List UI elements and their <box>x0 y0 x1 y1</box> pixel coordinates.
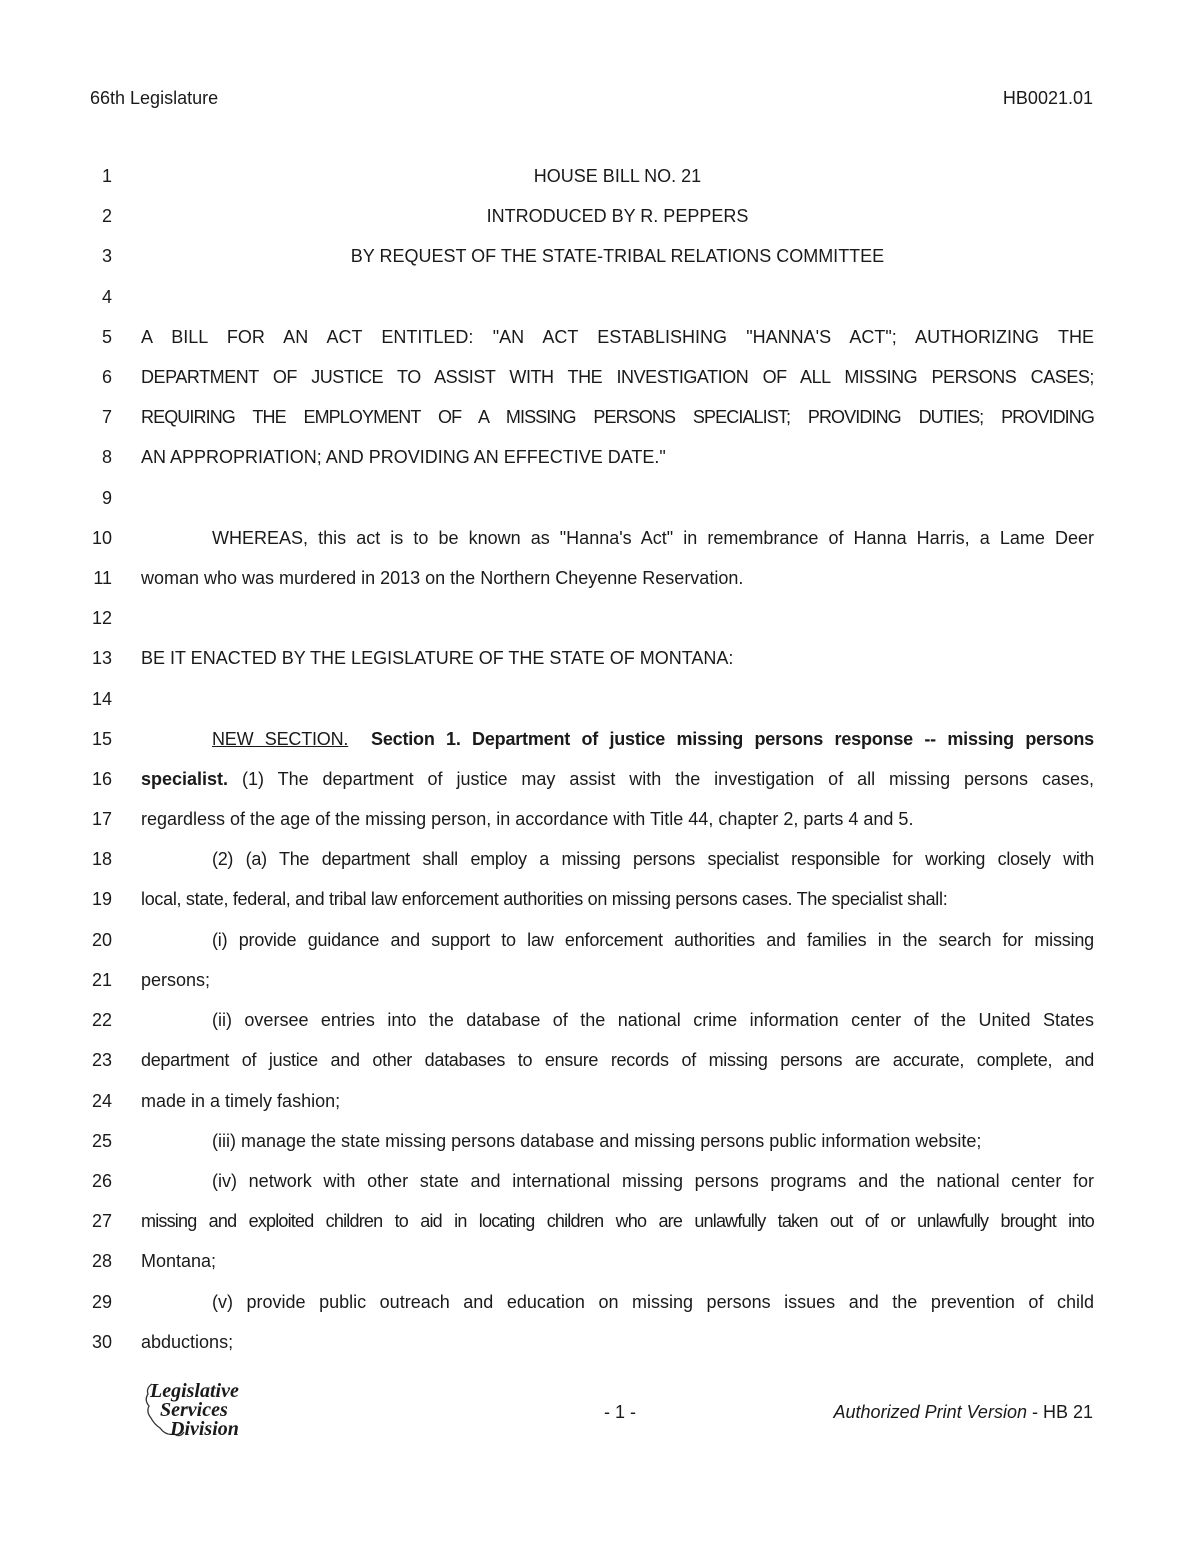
line-text: Montana; <box>141 1251 217 1271</box>
line-number: 25 <box>91 1131 112 1151</box>
line-text: abductions; <box>141 1332 234 1352</box>
print-version <box>834 1402 1093 1423</box>
line <box>0 1131 1200 1161</box>
page-number: - 1 - <box>603 1402 636 1422</box>
header-bill-id: HB0021.01 <box>1002 88 1093 108</box>
line-number: 30 <box>91 1332 112 1352</box>
line-text: regardless of the age of the missing person, in accordance with Title 44, chapter 2, parts 4 and 5. <box>141 809 914 829</box>
line-text: (ii) oversee entries into the database of the national crime information center of the United States <box>212 1010 1094 1030</box>
line-number: 1 <box>101 166 112 186</box>
line-text: AN APPROPRIATION; AND PROVIDING AN EFFECTIVE DATE." <box>141 447 666 467</box>
logo-line-2: Services <box>160 1399 228 1421</box>
line <box>0 206 1200 236</box>
line-number: 18 <box>91 849 112 869</box>
logo-line-3: Division <box>170 1418 239 1440</box>
print-version-label: Authorized Print Version <box>833 1402 1027 1422</box>
line <box>0 528 1200 558</box>
line <box>0 729 1200 759</box>
line-number: 15 <box>91 729 112 749</box>
line <box>0 930 1200 960</box>
line <box>0 166 1200 196</box>
line <box>0 1211 1200 1241</box>
line-text: BE IT ENACTED BY THE LEGISLATURE OF THE STATE OF MONTANA: <box>141 648 734 668</box>
line <box>0 1332 1200 1362</box>
line-number: 2 <box>101 206 112 226</box>
line-number: 12 <box>91 608 112 628</box>
line-text: made in a timely fashion; <box>141 1091 341 1111</box>
line <box>0 367 1200 397</box>
line-number: 29 <box>91 1292 112 1312</box>
line <box>0 889 1200 919</box>
line <box>0 769 1200 799</box>
line-text: (iv) network with other state and international missing persons programs and the national center for <box>212 1171 1094 1191</box>
line-number: 4 <box>101 287 112 307</box>
line <box>0 689 1200 719</box>
header-legislature: 66th Legislature <box>90 88 219 108</box>
line-text: WHEREAS, this act is to be known as "Hanna's Act" in remembrance of Hanna Harris, a Lame Deer <box>212 528 1094 548</box>
line-number: 17 <box>91 809 112 829</box>
bill-request: BY REQUEST OF THE STATE-TRIBAL RELATIONS COMMITTEE <box>350 246 885 266</box>
line-text: local, state, federal, and tribal law enforcement authorities on missing persons cases. The specialist shall: <box>141 889 948 909</box>
line-text: persons; <box>141 970 211 990</box>
bill-title: HOUSE BILL NO. 21 <box>533 166 702 186</box>
line <box>0 809 1200 839</box>
line-number: 14 <box>91 689 112 709</box>
line-number: 9 <box>101 488 112 508</box>
line <box>0 327 1200 357</box>
line-text: missing and exploited children to aid in locating children who are unlawfully taken out of or unlawfully brought into <box>141 1211 1094 1231</box>
line-text-rest: (1) The department of justice may assist with the investigation of all missing persons cases, <box>228 769 1094 789</box>
line-number: 10 <box>91 528 112 548</box>
bill-sponsor: INTRODUCED BY R. PEPPERS <box>486 206 749 226</box>
line-number: 6 <box>101 367 112 387</box>
line-number: 28 <box>91 1251 112 1271</box>
line-number: 7 <box>101 407 112 427</box>
line-number: 16 <box>91 769 112 789</box>
line-text: (iii) manage the state missing persons database and missing persons public information website; <box>212 1131 982 1151</box>
line <box>0 287 1200 317</box>
line-text: A BILL FOR AN ACT ENTITLED: "AN ACT ESTABLISHING "HANNA'S ACT"; AUTHORIZING THE <box>141 327 1094 347</box>
line-number: 8 <box>101 447 112 467</box>
line <box>0 608 1200 638</box>
line-text: woman who was murdered in 2013 on the Northern Cheyenne Reservation. <box>141 568 744 588</box>
line-text: REQUIRING THE EMPLOYMENT OF A MISSING PERSONS SPECIALIST; PROVIDING DUTIES; PROVIDING <box>141 407 1094 427</box>
legislative-services-logo <box>140 1380 290 1444</box>
line-number: 24 <box>91 1091 112 1111</box>
section-title: Section 1. Department of justice missing persons response -- missing persons <box>371 729 1094 749</box>
line <box>0 447 1200 477</box>
line-number: 19 <box>91 889 112 909</box>
line-number: 5 <box>101 327 112 347</box>
line-number: 13 <box>91 648 112 668</box>
line <box>0 246 1200 276</box>
line <box>0 1292 1200 1322</box>
line <box>0 1171 1200 1201</box>
line <box>0 648 1200 678</box>
line <box>0 1050 1200 1080</box>
line-number: 22 <box>91 1010 112 1030</box>
line <box>0 849 1200 879</box>
line-text <box>141 769 1094 790</box>
line-number: 21 <box>91 970 112 990</box>
line-text: (v) provide public outreach and education on missing persons issues and the prevention of child <box>212 1292 1094 1312</box>
line-number: 23 <box>91 1050 112 1070</box>
line-number: 3 <box>101 246 112 266</box>
line <box>0 970 1200 1000</box>
line <box>0 1091 1200 1121</box>
line-text: DEPARTMENT OF JUSTICE TO ASSIST WITH THE INVESTIGATION OF ALL MISSING PERSONS CASES; <box>141 367 1094 387</box>
line-text: (i) provide guidance and support to law enforcement authorities and families in the search for missing <box>212 930 1094 950</box>
line <box>0 488 1200 518</box>
line-number: 20 <box>91 930 112 950</box>
line <box>0 568 1200 598</box>
new-section-label: NEW SECTION. <box>212 729 349 749</box>
print-version-bill: - HB 21 <box>1026 1402 1093 1422</box>
line <box>0 1251 1200 1281</box>
line-text: (2) (a) The department shall employ a missing persons specialist responsible for working closely with <box>212 849 1094 869</box>
section-heading <box>141 729 1094 750</box>
line-number: 11 <box>93 568 112 588</box>
logo-line-1: Legislative <box>150 1380 239 1402</box>
line <box>0 407 1200 437</box>
line-number: 26 <box>91 1171 112 1191</box>
line-text: department of justice and other databases to ensure records of missing persons are accurate, complete, and <box>141 1050 1094 1070</box>
line <box>0 1010 1200 1040</box>
line-number: 27 <box>91 1211 112 1231</box>
section-title-end: specialist. <box>141 769 229 789</box>
